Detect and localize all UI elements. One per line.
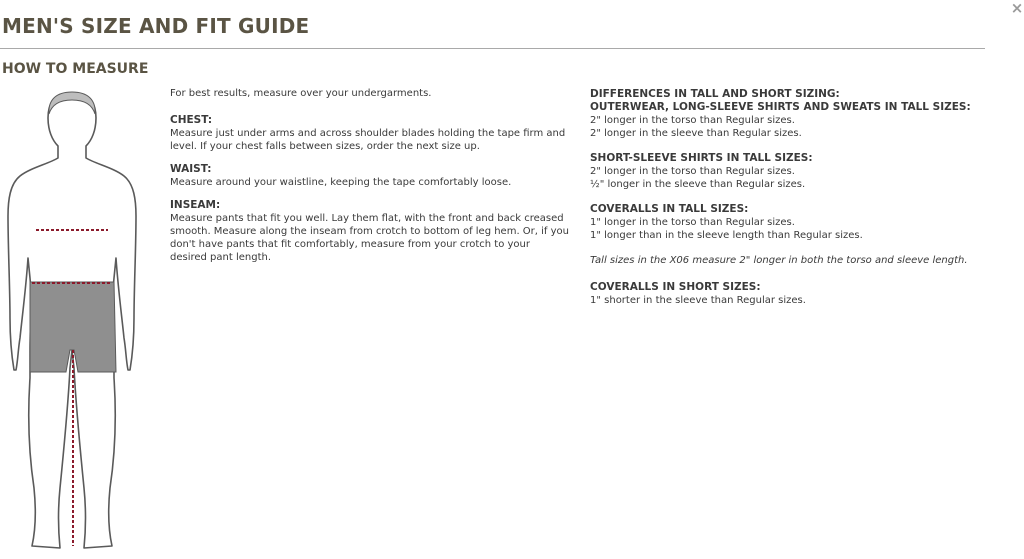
short-sleeve-section [590,152,1010,191]
intro-text: For best results, measure over your undergarments. [170,88,432,99]
close-icon[interactable]: × [1010,0,1024,17]
outerwear-label: OUTERWEAR, LONG-SLEEVE SHIRTS AND SWEATS IN TALL SIZES: [590,101,971,113]
how-to-measure-column [170,87,570,274]
short-sleeve-line1: 2" longer in the torso than Regular sizes. [590,166,795,177]
inseam-label: INSEAM: [170,199,221,211]
how-to-measure-heading: HOW TO MEASURE [2,61,149,77]
coveralls-tall-label: COVERALLS IN TALL SIZES: [590,203,749,215]
x06-note: Tall sizes in the X06 measure 2" longer in both the torso and sleeve length. [590,255,968,266]
coveralls-tall-line1: 1" longer in the torso than Regular sizes. [590,217,795,228]
waist-label: WAIST: [170,163,212,175]
short-sleeve-line2: ½" longer in the sleeve than Regular sizes. [590,179,806,190]
outerwear-line2: 2" longer in the sleeve than Regular sizes. [590,128,802,139]
coveralls-tall-section [590,203,1010,242]
coveralls-short-line1: 1" shorter in the sleeve than Regular sizes. [590,295,806,306]
short-sleeve-label: SHORT-SLEEVE SHIRTS IN TALL SIZES: [590,152,813,164]
waist-text: Measure around your waistline, keeping the tape comfortably loose. [170,177,512,188]
chest-section [170,114,570,153]
chest-label: CHEST: [170,114,213,126]
sizing-heading: DIFFERENCES IN TALL AND SHORT SIZING: [590,88,840,100]
outerwear-line1: 2" longer in the torso than Regular sizes. [590,115,795,126]
waist-section [170,163,570,189]
coveralls-short-label: COVERALLS IN SHORT SIZES: [590,281,761,293]
chest-text: Measure just under arms and across shoulder blades holding the tape firm and level. If your chest falls between sizes, order the next size up. [170,128,566,152]
coveralls-short-section [590,281,1010,307]
outerwear-section [590,101,1010,140]
inseam-section [170,199,570,264]
page-title: MEN'S SIZE AND FIT GUIDE [2,14,310,38]
sizing-differences-column [590,88,1010,319]
title-divider [0,48,985,49]
coveralls-tall-line2: 1" longer than in the sleeve length than Regular sizes. [590,230,863,241]
inseam-text: Measure pants that fit you well. Lay them flat, with the front and back creased smooth. Measure along the inseam from crotch to bottom of leg hem. Or, if you don't have pants that fit comfortably, measure from your crotch to your desired pant length. [170,213,569,263]
body-measurement-figure [0,88,150,554]
